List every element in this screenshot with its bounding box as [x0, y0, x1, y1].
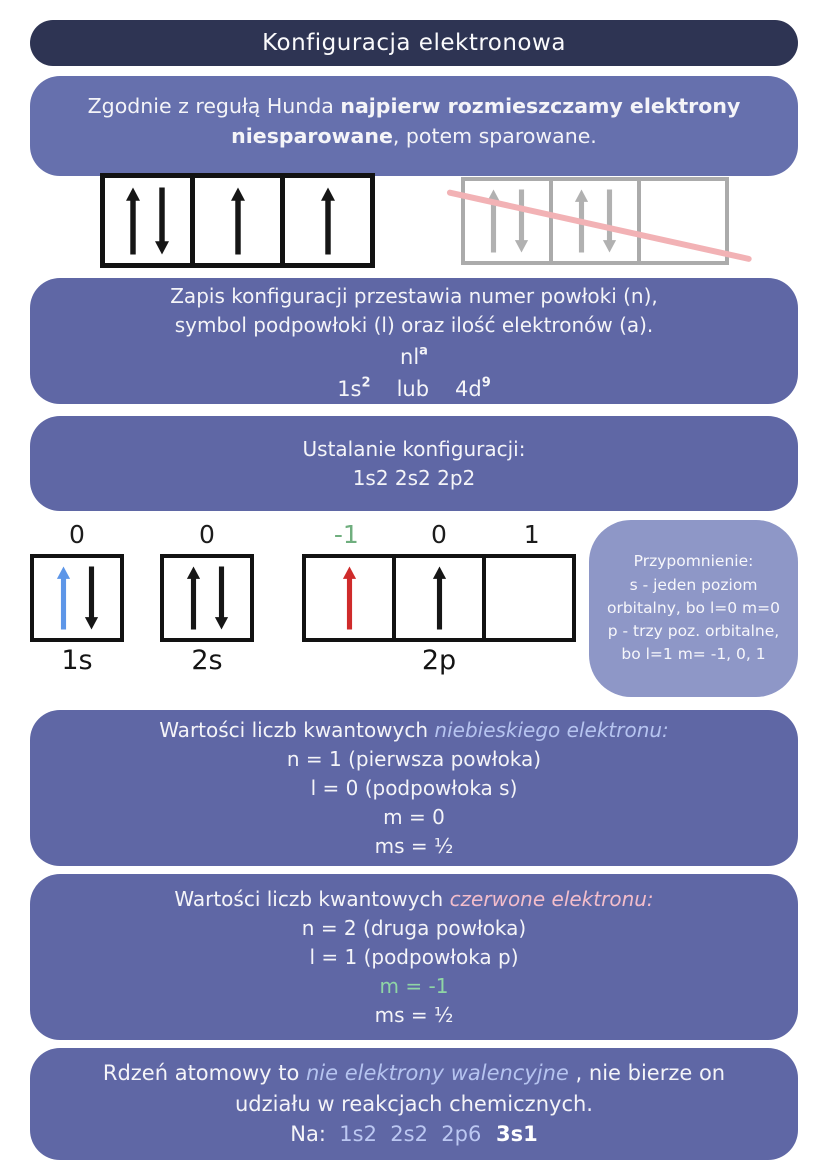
core-line1-prefix: Rdzeń atomowy to [102, 1061, 306, 1086]
red-electron-title [174, 885, 653, 914]
m-value-label: 1 [523, 520, 540, 549]
orbital-group-2p [300, 520, 578, 676]
example2-base: 4d [455, 377, 482, 401]
configuration-title: Ustalanie konfiguracji: [302, 436, 526, 461]
down-arrow-icon [212, 565, 231, 631]
configuration-box [30, 416, 798, 511]
hund-rule-box [30, 76, 798, 176]
orbital-box-paired [100, 173, 195, 268]
blue-title-italic: niebieskiego elektronu: [434, 717, 669, 742]
reminder-line: orbitalny, bo l=0 m=0 [606, 598, 780, 617]
reminder-line: bo l=1 m= -1, 0, 1 [621, 645, 766, 664]
hund-text-prefix: Zgodnie z regułą Hunda [87, 94, 341, 118]
orbital-group-1s [30, 520, 124, 676]
example1-base: 1s [337, 377, 362, 401]
example1-sup: 2 [361, 375, 371, 391]
orbital-box-single [280, 173, 375, 268]
orbital-label-2s: 2s [191, 645, 223, 676]
formula-sup: a [419, 342, 428, 358]
hund-text-suffix: , potem sparowane. [392, 123, 597, 148]
up-arrow-icon [318, 186, 338, 256]
core-line1 [103, 1058, 725, 1088]
blue-electron-line: m = 0 [383, 804, 445, 829]
blue-electron-line: n = 1 (pierwsza powłoka) [286, 746, 542, 771]
notation-box [30, 278, 798, 404]
reminder-box [589, 520, 798, 697]
red-electron-line: n = 2 (druga powłoka) [301, 915, 527, 940]
orbital-box-2p-red [302, 554, 396, 642]
configuration-value: 1s2 2s2 2p2 [352, 465, 476, 490]
down-arrow-icon [600, 188, 619, 254]
core-electron-config: 1s2 2s2 2p6 [339, 1122, 482, 1147]
reminder-line: p - trzy poz. orbitalne, [607, 622, 780, 641]
blue-title-prefix: Wartości liczb kwantowych [159, 717, 435, 742]
orbital-label-2p: 2p [421, 645, 457, 676]
orbital-label-1s: 1s [61, 645, 93, 676]
core-line1-suffix: , nie bierze on [568, 1061, 726, 1086]
blue-up-arrow-icon [54, 565, 73, 631]
red-electron-line: ms = ½ [374, 1002, 454, 1027]
down-arrow-icon [512, 188, 531, 254]
m-value-label: 0 [69, 520, 85, 549]
orbital-box-paired [461, 177, 553, 265]
orbital-box-2p-single [392, 554, 486, 642]
red-electron-m-value: m = -1 [379, 973, 449, 998]
m-value-label: 0 [199, 520, 215, 549]
or-word: lub [396, 377, 430, 401]
orbital-box-2s [160, 554, 254, 642]
red-up-arrow-icon [340, 565, 359, 631]
blue-electron-line: ms = ½ [374, 833, 454, 858]
blue-electron-box [30, 710, 798, 866]
atomic-core-box [30, 1048, 798, 1160]
orbital-box-1s [30, 554, 124, 642]
orbital-diagram-correct [100, 173, 375, 268]
m-value-label: 0 [431, 520, 447, 549]
hund-text-bold: najpierw rozmieszczamy elektrony niesparowane [231, 94, 741, 148]
notation-line1: Zapis konfiguracji przestawia numer powłoki (n), [170, 283, 658, 308]
element-symbol: Na: [290, 1122, 340, 1147]
orbital-diagram-incorrect [461, 177, 729, 265]
up-arrow-icon [228, 186, 248, 256]
orbital-box-single [190, 173, 285, 268]
blue-electron-title [159, 716, 669, 745]
down-arrow-icon [82, 565, 101, 631]
red-title-italic: czerwone elektronu: [449, 886, 654, 911]
up-arrow-icon [123, 186, 143, 256]
notation-line2: symbol podpowłoki (l) oraz ilość elektronów (a). [174, 312, 654, 337]
up-arrow-icon [184, 565, 203, 631]
reminder-line: s - jeden poziom [629, 575, 758, 594]
core-line1-italic: nie elektrony walencyjne [306, 1061, 569, 1086]
core-configuration [290, 1119, 537, 1149]
example2-sup: 9 [481, 375, 491, 391]
blue-electron-line: l = 0 (podpowłoka s) [310, 775, 518, 800]
formula-base: nl [400, 344, 420, 369]
red-electron-line: l = 1 (podpowłoka p) [309, 944, 519, 969]
page-title: Konfiguracja elektronowa [30, 20, 798, 66]
red-title-prefix: Wartości liczb kwantowych [174, 886, 450, 911]
m-value-label-green: -1 [333, 520, 359, 549]
up-arrow-icon [430, 565, 449, 631]
example-formulas [337, 374, 491, 404]
orbital-box-2p-empty [482, 554, 576, 642]
orbital-group-2s [160, 520, 254, 676]
quantum-number-diagram [0, 520, 828, 705]
reminder-line: Przypomnienie: [633, 552, 754, 571]
core-line2: udziału w reakcjach chemicznych. [235, 1091, 593, 1116]
general-formula [400, 342, 428, 372]
valence-electron-config: 3s1 [481, 1122, 538, 1147]
down-arrow-icon [152, 186, 172, 256]
red-electron-box [30, 874, 798, 1040]
